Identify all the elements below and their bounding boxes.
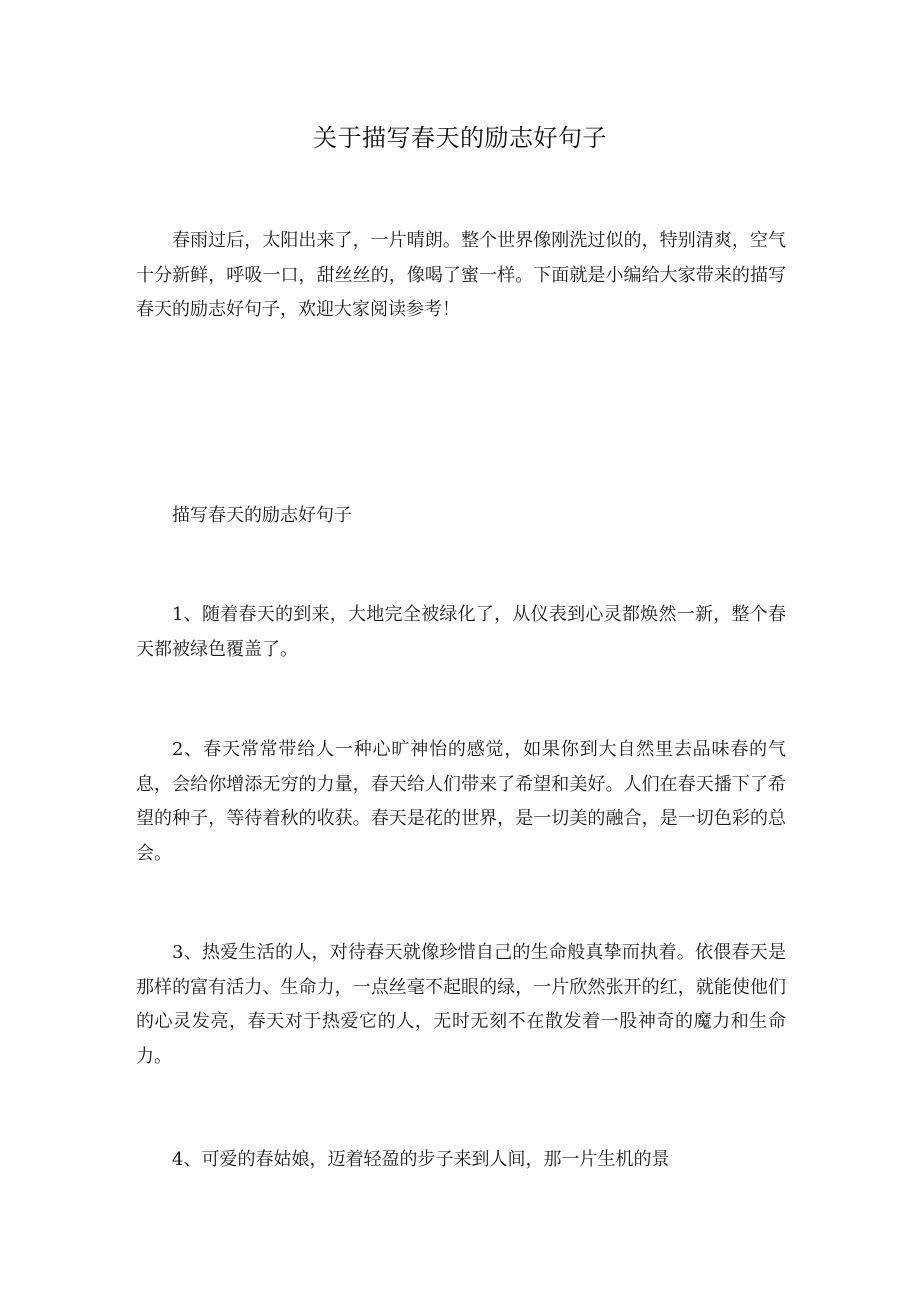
section-heading: 描写春天的励志好句子 <box>172 505 352 526</box>
list-item: 1、随着春天的到来，大地完全被绿化了，从仪表到心灵都焕然一新，整个春天都被绿色覆盖了。 <box>136 604 786 660</box>
intro-paragraph: 春雨过后，太阳出来了，一片晴朗。整个世界像刚洗过似的，特别清爽，空气十分新鲜，呼吸一口，甜丝丝的，像喝了蜜一样。下面就是小编给大家带来的描写春天的励志好句子，欢迎大家阅读参考！ <box>136 230 786 320</box>
page-title: 关于描写春天的励志好句子 <box>313 124 607 152</box>
list-item: 4、可爱的春姑娘，迈着轻盈的步子来到人间，那一片生机的景 <box>172 1149 670 1170</box>
list-item: 3、热爱生活的人，对待春天就像珍惜自己的生命般真挚而执着。依偎春天是那样的富有活力、生命力，一点丝毫不起眼的绿，一片欣然张开的红，就能使他们的心灵发亮，春天对于热爱它的人，无时无刻不在散发着一股神奇的魔力和生命力。 <box>136 942 786 1067</box>
list-item: 2、春天常常带给人一种心旷神怡的感觉，如果你到大自然里去品味春的气息，会给你增添无穷的力量，春天给人们带来了希望和美好。人们在春天播下了希望的种子，等待着秋的收获。春天是花的世界，是一切美的融合，是一切色彩的总会。 <box>136 739 786 864</box>
